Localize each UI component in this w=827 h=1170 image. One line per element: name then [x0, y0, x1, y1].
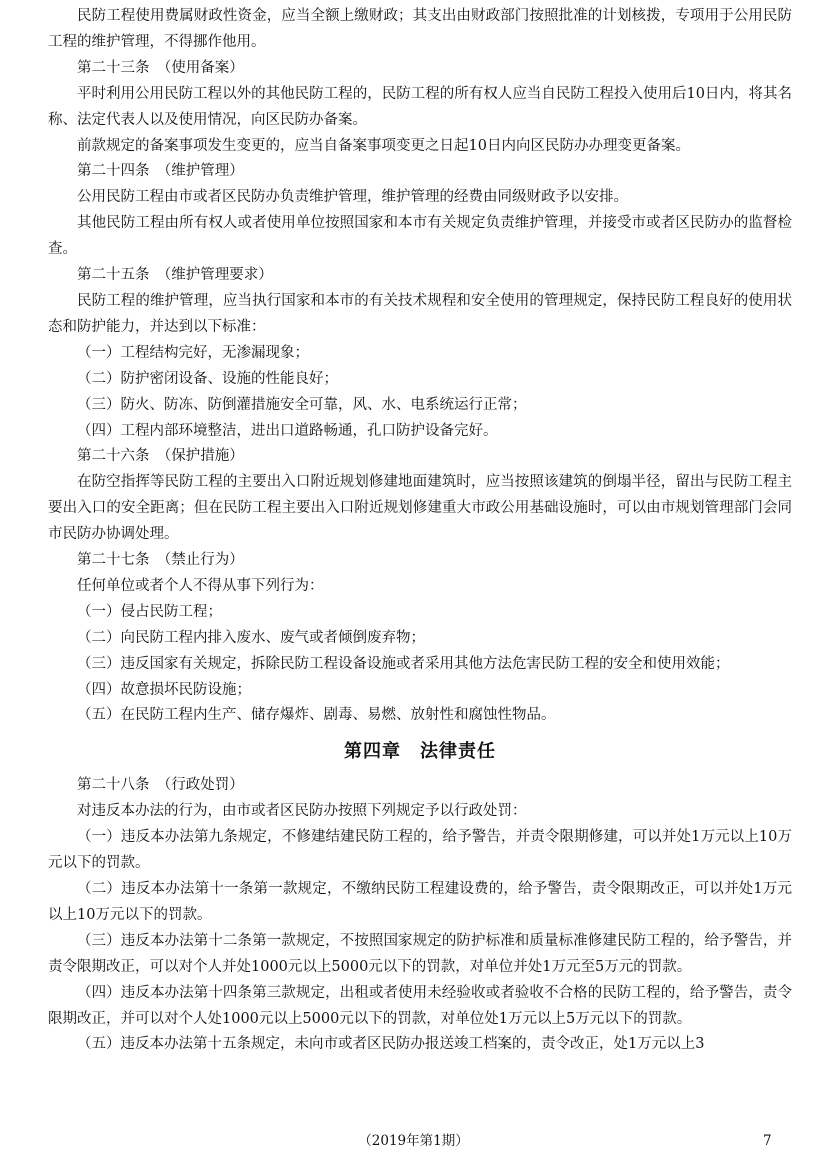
- list-item: （二）防护密闭设备、设施的性能良好；: [77, 370, 338, 387]
- paragraph: 在防空指挥等民防工程的主要出入口附近规划修建地面建筑时，应当按照该建筑的倒塌半径，留出与民防工程主要出入口的安全距离；但在民防工程主要出入口附近规划修建重大市政公用基础设施时，可以由市规划管理部门会同市民防办协调处理。: [48, 474, 792, 543]
- paragraph: 其他民防工程由所有权人或者使用单位按照国家和本市有关规定负责维护管理，并接受市或者区民防办的监督检查。: [48, 215, 792, 258]
- article-heading: 第二十七条 （禁止行为）: [77, 552, 244, 569]
- paragraph: 任何单位或者个人不得从事下列行为：: [77, 577, 324, 594]
- article-heading: 第二十三条 （使用备案）: [77, 59, 244, 76]
- article-heading: 第二十五条 （维护管理要求）: [77, 267, 273, 284]
- list-item: （四）故意损坏民防设施；: [77, 681, 251, 698]
- paragraph: 平时利用公用民防工程以外的其他民防工程的，民防工程的所有权人应当自民防工程投入使用后10日内，将其名称、法定代表人以及使用情况，向区民防办备案。: [48, 85, 792, 128]
- paragraph: （三）违反本办法第十二条第一款规定，不按照国家规定的防护标准和质量标准修建民防工程的，给予警告，并责令限期改正，可以对个人并处1000元以上5000元以下的罚款，对单位并处1万元至5万元的罚款。: [48, 932, 792, 975]
- chapter-title: 第四章 法律责任: [344, 741, 496, 763]
- list-item: （一）工程结构完好，无渗漏现象；: [77, 344, 309, 361]
- list-item: （五）在民防工程内生产、储存爆炸、剧毒、易燃、放射性和腐蚀性物品。: [77, 707, 556, 724]
- list-item: （三）违反国家有关规定，拆除民防工程设备设施或者采用其他方法危害民防工程的安全和使用效能；: [77, 655, 730, 672]
- paragraph: （五）违反本办法第十五条规定，未向市或者区民防办报送竣工档案的，责令改正，处1万元以上3: [77, 1036, 705, 1053]
- list-item: （二）向民防工程内排入废水、废气或者倾倒废弃物；: [77, 629, 425, 646]
- paragraph: 对违反本办法的行为，由市或者区民防办按照下列规定予以行政处罚：: [77, 803, 527, 820]
- issue-label: （2019年第1期）: [358, 1133, 469, 1149]
- list-item: （三）防火、防冻、防倒灌措施安全可靠，风、水、电系统运行正常；: [77, 396, 527, 413]
- article-section-lower: [48, 773, 792, 1058]
- list-item: （四）工程内部环境整洁，进出口道路畅通，孔口防护设备完好。: [77, 422, 498, 439]
- paragraph: （一）违反本办法第九条规定，不修建结建民防工程的，给予警告，并责令限期修建，可以并处1万元以上10万元以下的罚款。: [48, 829, 792, 872]
- paragraph: （四）违反本办法第十四条第三款规定，出租或者使用未经验收或者验收不合格的民防工程的，给予警告，责令限期改正，并可以对个人处1000元以上5000元以下的罚款，对单位处1万元以上5万元以下的罚款。: [48, 984, 792, 1027]
- paragraph: （二）违反本办法第十一条第一款规定，不缴纳民防工程建设费的，给予警告，责令限期改正，可以并处1万元以上10万元以下的罚款。: [48, 881, 792, 923]
- paragraph: 民防工程的维护管理，应当执行国家和本市的有关技术规程和安全使用的管理规定，保持民防工程良好的使用状态和防护能力，并达到以下标准：: [48, 292, 792, 335]
- page-number: 7: [763, 1133, 772, 1149]
- page-footer: [0, 1130, 827, 1152]
- list-item: （一）侵占民防工程；: [77, 603, 222, 620]
- document-body: [48, 4, 792, 1058]
- article-heading: 第二十六条 （保护措施）: [77, 448, 244, 465]
- article-heading: 第二十四条 （维护管理）: [77, 163, 244, 180]
- paragraph: 公用民防工程由市或者区民防办负责维护管理，维护管理的经费由同级财政予以安排。: [77, 189, 628, 206]
- paragraph: 民防工程使用费属财政性资金，应当全额上缴财政；其支出由财政部门按照批准的计划核拨，专项用于公用民防工程的维护管理，不得挪作他用。: [48, 8, 792, 50]
- article-section-upper: [48, 4, 792, 729]
- article-heading: 第二十八条 （行政处罚）: [77, 777, 244, 794]
- paragraph: 前款规定的备案事项发生变更的，应当自备案事项变更之日起10日内向区民防办办理变更备案。: [77, 137, 690, 154]
